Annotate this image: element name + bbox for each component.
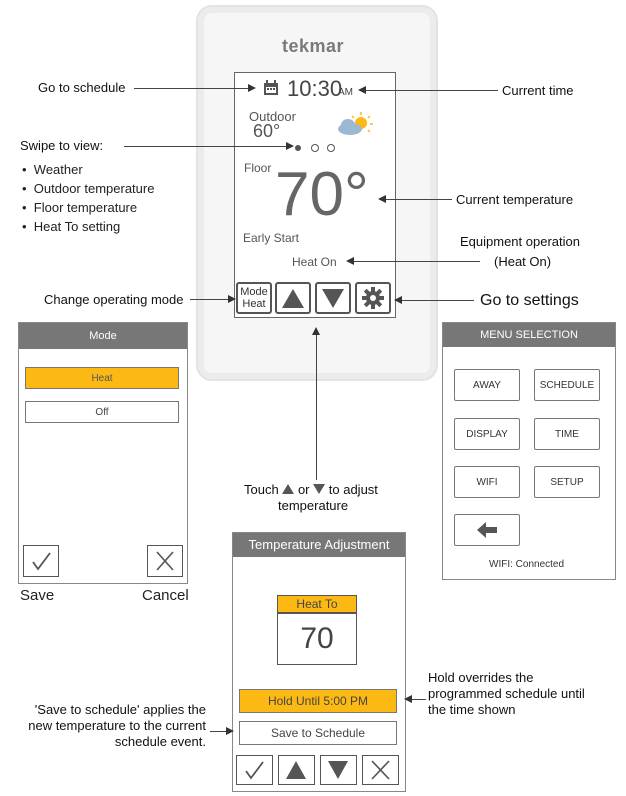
callout-equipment-1: Equipment operation bbox=[460, 234, 580, 249]
up-arrow-icon bbox=[279, 756, 314, 784]
outdoor-label: Outdoor bbox=[249, 109, 296, 124]
temp-up-button[interactable] bbox=[275, 282, 311, 314]
callout-swipe: Swipe to view: bbox=[20, 138, 104, 153]
adjust-cancel-button[interactable] bbox=[362, 755, 399, 785]
clock-ampm: AM bbox=[338, 87, 353, 98]
close-icon bbox=[363, 756, 398, 784]
swipe-list-item: • Heat To setting bbox=[22, 219, 121, 234]
menu-back-button[interactable] bbox=[454, 514, 520, 546]
mode-button[interactable] bbox=[236, 282, 272, 314]
down-arrow-icon bbox=[321, 756, 356, 784]
mode-save-button[interactable] bbox=[23, 545, 59, 577]
callout-hold: Hold overrides the programmed schedule until the time shown bbox=[428, 670, 585, 717]
outdoor-temp: 60° bbox=[253, 121, 281, 141]
callout-go-to-settings: Go to settings bbox=[480, 292, 579, 309]
menu-button-display[interactable]: DISPLAY bbox=[454, 418, 520, 450]
setpoint-value: 70 bbox=[277, 613, 357, 665]
callout-go-to-schedule: Go to schedule bbox=[38, 80, 126, 95]
mode-panel bbox=[18, 322, 188, 584]
mode-cancel-button[interactable] bbox=[147, 545, 183, 577]
swipe-list bbox=[22, 160, 154, 236]
heat-to-label: Heat To bbox=[277, 595, 357, 613]
menu-button-setup[interactable]: SETUP bbox=[534, 466, 600, 498]
menu-selection-panel bbox=[442, 322, 616, 580]
adjust-confirm-button[interactable] bbox=[236, 755, 273, 785]
gear-icon bbox=[357, 284, 389, 312]
save-to-schedule-button[interactable]: Save to Schedule bbox=[239, 721, 397, 745]
adjust-up-button[interactable] bbox=[278, 755, 315, 785]
callout-change-mode: Change operating mode bbox=[44, 292, 184, 307]
brand-logo: tekmar bbox=[282, 36, 345, 56]
page-dot[interactable] bbox=[311, 144, 319, 152]
wifi-status: WIFI: Connected bbox=[489, 559, 565, 570]
calendar-icon[interactable] bbox=[263, 80, 279, 96]
temperature-adjustment-panel bbox=[232, 532, 406, 792]
callout-touch: Touch or to adjust bbox=[244, 482, 378, 497]
swipe-list-item: • Floor temperature bbox=[22, 200, 138, 215]
menu-button-schedule[interactable]: SCHEDULE bbox=[534, 369, 600, 401]
current-temperature: 70° bbox=[275, 160, 369, 229]
cancel-caption: Cancel bbox=[142, 587, 189, 604]
hold-until-button[interactable]: Hold Until 5:00 PM bbox=[239, 689, 397, 713]
early-start-label: Early Start bbox=[243, 231, 300, 245]
callout-current-temperature: Current temperature bbox=[456, 192, 574, 207]
callout-save-to-schedule: 'Save to schedule' applies the new temperature to the current schedule event. bbox=[28, 702, 206, 749]
swipe-list-item: • Outdoor temperature bbox=[22, 181, 155, 196]
menu-button-wifi[interactable]: WIFI bbox=[454, 466, 520, 498]
checkmark-icon bbox=[24, 546, 58, 576]
up-arrow-icon bbox=[277, 284, 309, 312]
page-dot-active[interactable] bbox=[295, 145, 301, 151]
mode-option-heat[interactable]: Heat bbox=[25, 367, 179, 389]
menu-button-away[interactable]: AWAY bbox=[454, 369, 520, 401]
partly-cloudy-icon bbox=[335, 111, 375, 139]
up-arrow-icon bbox=[282, 484, 294, 494]
mode-panel-title: Mode bbox=[19, 323, 187, 349]
adjust-down-button[interactable] bbox=[320, 755, 357, 785]
mode-button-label: Mode bbox=[240, 286, 268, 298]
page-dot[interactable] bbox=[327, 144, 335, 152]
callout-equipment-2: (Heat On) bbox=[494, 254, 552, 269]
settings-button[interactable] bbox=[355, 282, 391, 314]
down-arrow-icon bbox=[313, 484, 325, 494]
callout-current-time: Current time bbox=[502, 83, 574, 98]
temp-down-button[interactable] bbox=[315, 282, 351, 314]
floor-label: Floor bbox=[244, 161, 272, 175]
adjust-panel-title: Temperature Adjustment bbox=[233, 533, 405, 557]
mode-button-value: Heat bbox=[242, 298, 266, 310]
back-arrow-icon bbox=[455, 515, 519, 545]
menu-panel-title: MENU SELECTION bbox=[443, 323, 615, 347]
mode-option-off[interactable]: Off bbox=[25, 401, 179, 423]
clock-time: 10:30 bbox=[287, 76, 343, 101]
down-arrow-icon bbox=[317, 284, 349, 312]
checkmark-icon bbox=[237, 756, 272, 784]
heat-status: Heat On bbox=[292, 255, 337, 269]
swipe-list-item: • Weather bbox=[22, 162, 83, 177]
save-caption: Save bbox=[20, 587, 55, 604]
menu-button-time[interactable]: TIME bbox=[534, 418, 600, 450]
callout-touch-line2: temperature bbox=[278, 498, 349, 513]
close-icon bbox=[148, 546, 182, 576]
